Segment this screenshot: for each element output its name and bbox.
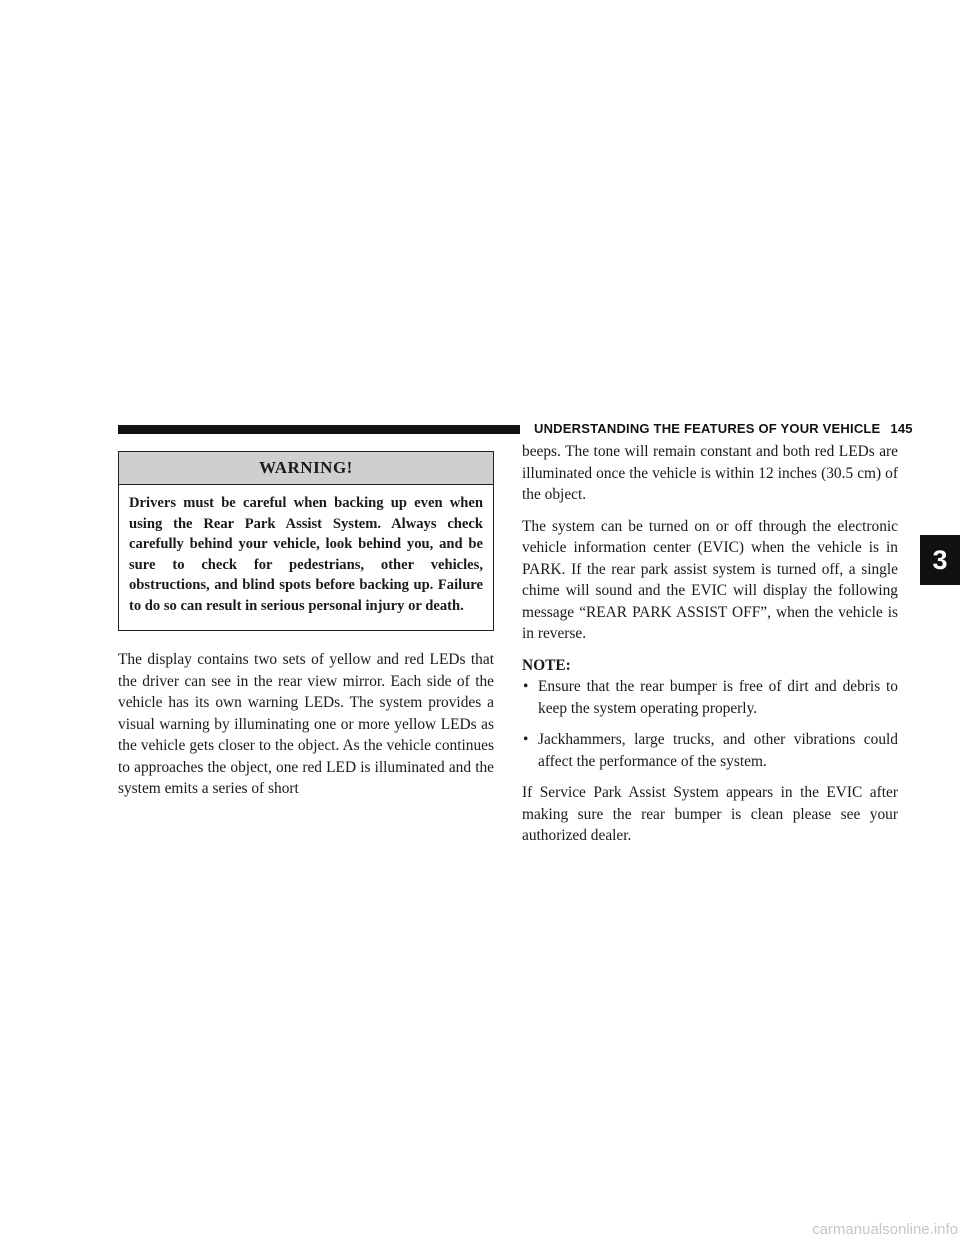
note-label: NOTE:	[522, 656, 571, 674]
right-column	[522, 441, 898, 857]
header-title: UNDERSTANDING THE FEATURES OF YOUR VEHICLE	[534, 421, 881, 436]
beeps-paragraph: beeps. The tone will remain constant and both red LEDs are illuminated once the vehicle is within 12 inches (30.5 cm) of the object.	[522, 443, 898, 503]
page-number: 145	[890, 421, 913, 436]
warning-text: Drivers must be careful when backing up even when using the Rear Park Assist System. Always check carefully behind your vehicle, look behind you, and be sure to check for pedestrians, other vehicles, obstructions, and blind spots before backing up. Failure to do so can result in serious personal injury or death.	[129, 495, 483, 614]
led-display-paragraph: The display contains two sets of yellow and red LEDs that the driver can see in the rear view mirror. Each side of the vehicle has its own warning LEDs. The system provides a visual warning by illuminating one or more yellow LEDs as the vehicle gets closer to the object. As the vehicle continues to approaches the object, one red LED is illuminated and the system emits a series of short	[118, 651, 494, 797]
evic-paragraph: The system can be turned on or off through the electronic vehicle information center (EVIC) when the vehicle is in PARK. If the rear park assist system is turned off, a single chime will sound and the EVIC will display the following message “REAR PARK ASSIST OFF”, when the vehicle is in reverse.	[522, 517, 898, 642]
list-item: • Ensure that the rear bumper is free of dirt and debris to keep the system operating properly.	[522, 676, 898, 719]
running-header	[534, 421, 913, 436]
header-rule	[118, 425, 520, 434]
list-item: • Jackhammers, large trucks, and other vibrations could affect the performance of the system.	[522, 729, 898, 772]
watermark: carmanualsonline.info	[812, 1221, 958, 1238]
note-list	[522, 676, 898, 772]
left-column	[118, 649, 494, 810]
warning-title: WARNING!	[119, 452, 493, 485]
chapter-tab: 3	[920, 535, 960, 585]
warning-box	[118, 451, 494, 631]
service-paragraph: If Service Park Assist System appears in the EVIC after making sure the rear bumper is clean please see your authorized dealer.	[522, 784, 898, 844]
